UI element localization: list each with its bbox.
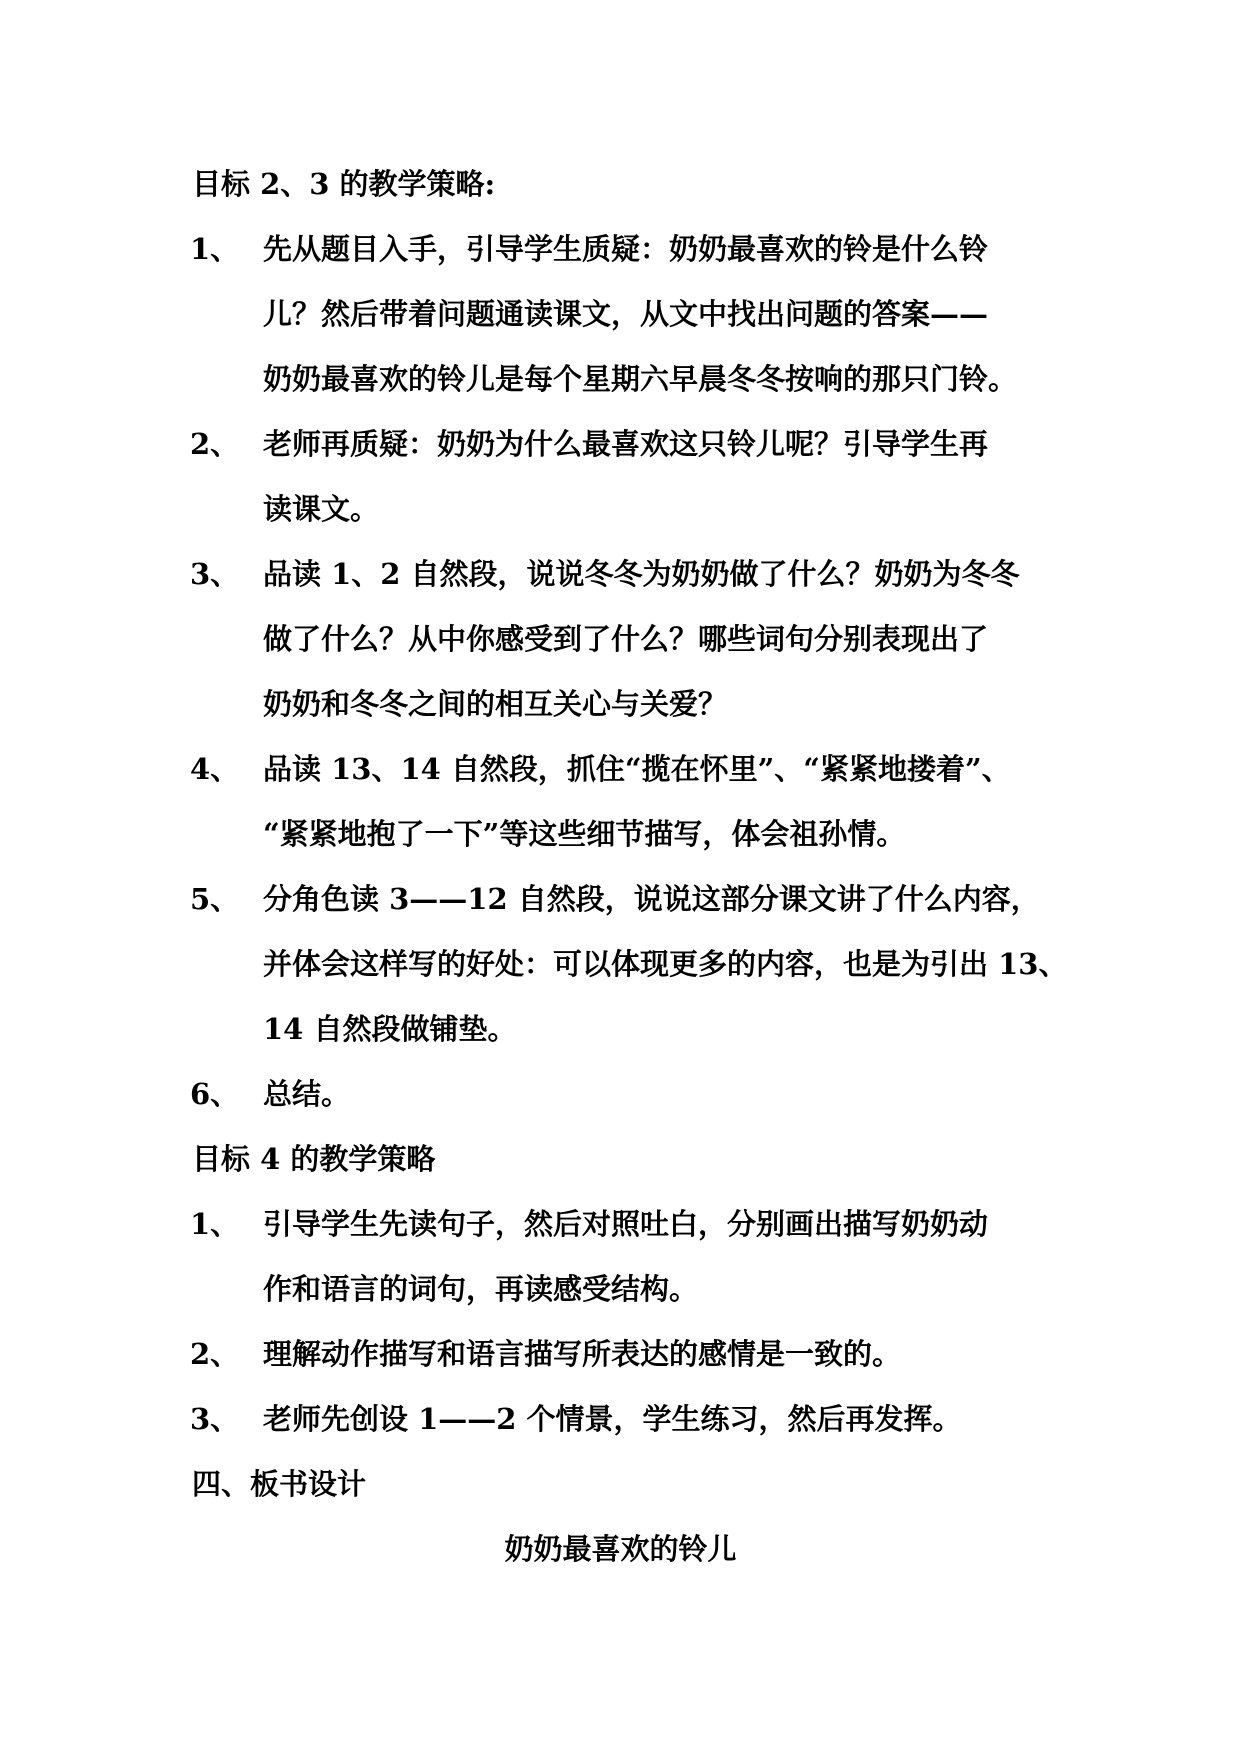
- board-title: 奶奶最喜欢的铃儿: [504, 1532, 737, 1566]
- item-text-line: 理解动作描写和语言描写所表达的感情是一致的。: [263, 1337, 902, 1371]
- item-text-line: 做了什么？从中你感受到了什么？哪些词句分别表现出了: [263, 622, 989, 656]
- item-number: 3、: [190, 557, 240, 591]
- item-number: 4、: [190, 752, 240, 786]
- item-number: 1、: [190, 232, 240, 266]
- item-text-line: 老师先创设 1——2 个情景，学生练习，然后再发挥。: [263, 1402, 962, 1436]
- item-text-line: 分角色读 3——12 自然段，说说这部分课文讲了什么内容，: [263, 882, 1040, 916]
- item-number: 2、: [190, 1337, 240, 1371]
- item-text-line: 作和语言的词句，再读感受结构。: [263, 1272, 699, 1306]
- item-text-line: 并体会这样写的好处：可以体现更多的内容，也是为引出 13、: [263, 947, 1068, 981]
- item-text-line: 儿？然后带着问题通读课文，从文中找出问题的答案——: [263, 297, 989, 331]
- item-text-line: 奶奶最喜欢的铃儿是每个星期六早晨冬冬按响的那只门铃。: [263, 362, 1018, 396]
- item-text-line: “紧紧地抱了一下”等这些细节描写，体会祖孙情。: [263, 817, 906, 851]
- item-number: 3、: [190, 1402, 240, 1436]
- item-text-line: 先从题目入手，引导学生质疑：奶奶最喜欢的铃是什么铃: [263, 232, 989, 266]
- item-text-line: 品读 1、2 自然段，说说冬冬为奶奶做了什么？奶奶为冬冬: [263, 557, 1020, 591]
- section-heading-board-design: 四、板书设计: [192, 1467, 367, 1501]
- item-text-line: 老师再质疑：奶奶为什么最喜欢这只铃儿呢？引导学生再: [263, 427, 989, 461]
- item-number: 2、: [190, 427, 240, 461]
- item-text-line: 总结。: [263, 1077, 351, 1111]
- item-text-line: 引导学生先读句子，然后对照吐白，分别画出描写奶奶动: [263, 1207, 989, 1241]
- section-heading-goal-4: 目标 4 的教学策略: [192, 1142, 436, 1176]
- section-heading-goal-2-3: 目标 2、3 的教学策略:: [192, 167, 496, 201]
- item-text-line: 奶奶和冬冬之间的相互关心与关爱？: [263, 687, 728, 721]
- item-number: 1、: [190, 1207, 240, 1241]
- item-text-line: 14 自然段做铺垫。: [263, 1012, 517, 1046]
- item-text-line: 读课文。: [263, 492, 380, 526]
- item-number: 5、: [190, 882, 240, 916]
- item-number: 6、: [190, 1077, 240, 1111]
- item-text-line: 品读 13、14 自然段，抓住“揽在怀里”、“紧紧地搂着”、: [263, 752, 1011, 786]
